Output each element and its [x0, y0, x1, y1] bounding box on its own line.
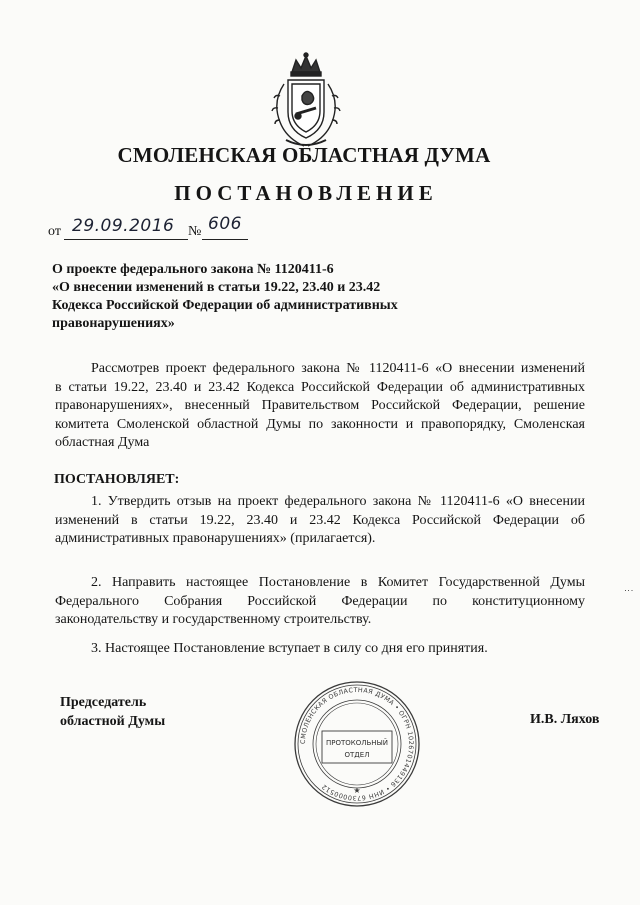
paragraph-line: законодательству и государственному строительству.: [55, 612, 372, 627]
paragraph-line: Федерального Собрания Российской Федерации по конституционному: [55, 593, 585, 609]
official-seal-icon: [292, 679, 422, 809]
margin-mark: ⋮: [624, 586, 634, 595]
paragraph-line: 3. Настоящее Постановление вступает в силу со дня его принятия.: [91, 641, 488, 656]
resolution-item-1: [55, 493, 585, 549]
organization-title: СМОЛЕНСКАЯ ОБЛАСТНАЯ ДУМА: [117, 143, 491, 167]
resolution-item-3: [55, 640, 585, 659]
paragraph-line: изменений в статьи 19.22, 23.40 и 23.42 Кодекса Российской Федерации об: [55, 512, 585, 528]
paragraph-line: областная Дума: [55, 435, 150, 450]
signatory-title-line: Председатель: [60, 695, 147, 710]
paragraph-line: правонарушениях», внесенный Правительством Российской Федерации, решение: [55, 398, 585, 413]
paragraph-line: в статьи 19.22, 23.40 и 23.42 Кодекса Российской Федерации об административных: [55, 379, 585, 395]
date-prefix-label: от: [48, 224, 61, 239]
number-prefix-label: №: [188, 224, 202, 239]
subject-line: О проекте федерального закона № 1120411-6: [52, 262, 334, 277]
coat-of-arms-icon: [266, 50, 346, 150]
seal-inner-text-line1: ПРОТОКОЛЬНЫЙ: [325, 739, 389, 747]
subject-line: правонарушениях»: [52, 316, 175, 331]
document-subject: [52, 261, 452, 333]
resolution-item-2: [55, 574, 585, 630]
document-date: 29.09.2016: [72, 216, 175, 236]
intro-paragraph: [55, 360, 585, 453]
number-underline: [202, 239, 248, 240]
seal-star-icon: ★: [353, 786, 361, 795]
paragraph-line: 2. Направить настоящее Постановление в Комитет Государственной Думы: [91, 575, 585, 590]
resolves-heading: ПОСТАНОВЛЯЕТ:: [54, 472, 180, 487]
document-type-title: ПОСТАНОВЛЕНИЕ: [174, 181, 438, 205]
paragraph-line: Рассмотрев проект федерального закона № 1120411-6 «О внесении изменений: [91, 361, 585, 376]
paragraph-line: административных правонарушениях» (прилагается).: [55, 531, 376, 546]
subject-line: Кодекса Российской Федерации об административных: [52, 298, 398, 313]
signatory-title-line: областной Думы: [60, 713, 166, 729]
subject-line: «О внесении изменений в статьи 19.22, 23.40 и 23.42: [52, 280, 381, 295]
document-number: 606: [208, 214, 242, 234]
date-underline: [64, 239, 188, 240]
signatory-name: И.В. Ляхов: [530, 712, 600, 727]
signatory-title: [60, 694, 165, 731]
seal-inner-text-line2: ОТДЕЛ: [344, 751, 370, 759]
paragraph-line: 1. Утвердить отзыв на проект федерального закона № 1120411-6 «О внесении: [91, 494, 585, 509]
seal-ring-text: СМОЛЕНСКАЯ ОБЛАСТНАЯ ДУМА • ОГРН 1026701449136 • ИНН 6730000512: [298, 685, 416, 803]
paragraph-line: комитета Смоленской областной Думы по законности и правопорядку, Смоленская: [55, 416, 585, 432]
